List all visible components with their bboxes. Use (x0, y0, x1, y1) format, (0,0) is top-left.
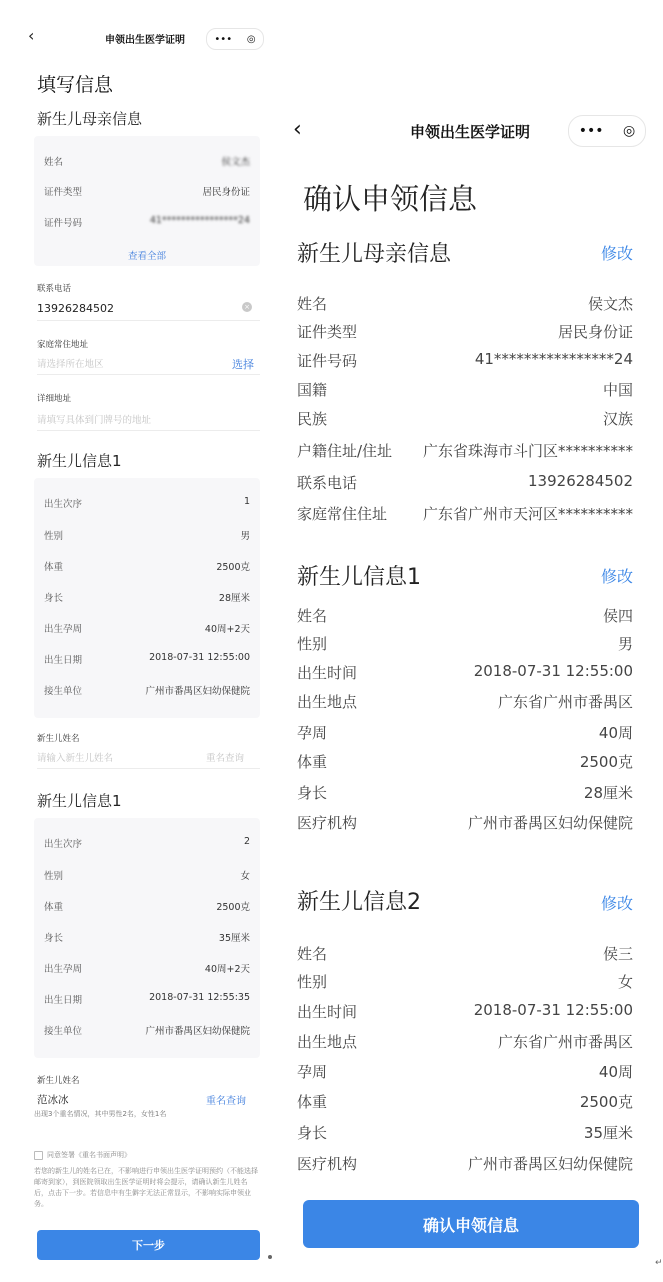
baby1-name-input[interactable]: 请输入新生儿姓名 (37, 753, 114, 764)
info-row: 姓名 侯文杰 (44, 157, 250, 168)
info-row: 医疗机构 广州市番禺区妇幼保健院 (297, 1155, 633, 1173)
target-icon[interactable]: ◎ (623, 123, 636, 139)
info-row: 联系电话 13926284502 (297, 472, 633, 492)
divider (37, 320, 260, 321)
info-row: 身长 28厘米 (297, 784, 633, 802)
info-row: 姓名 侯文杰 (297, 295, 633, 313)
info-row: 孕周 40周 (297, 724, 633, 742)
address-label: 家庭常住地址 (37, 340, 89, 350)
clear-icon[interactable]: × (242, 302, 252, 312)
info-row: 出生地点 广东省广州市番禺区 (297, 1033, 633, 1051)
baby2-name-input[interactable]: 范冰冰 (37, 1094, 69, 1106)
target-icon[interactable]: ◎ (246, 33, 256, 45)
mother-section-title: 新生儿母亲信息 (37, 110, 143, 128)
baby1-info-card (34, 478, 260, 718)
duplicate-name-hint: 出现3个重名情况，其中男性2名，女性1名 (34, 1110, 167, 1118)
info-row: 姓名 侯三 (297, 945, 633, 963)
mother-info-card (34, 136, 260, 266)
info-row: 证件号码 41****************24 (44, 215, 250, 229)
confirm-info-screen (285, 105, 655, 1270)
info-row: 姓名 侯四 (297, 607, 633, 625)
edit-baby2-link[interactable]: 修改 (600, 894, 633, 913)
info-row: 证件号码 41****************24 (297, 350, 633, 370)
divider (37, 430, 260, 431)
baby2-name-label: 新生儿姓名 (37, 1076, 80, 1086)
baby2-name-check-button[interactable]: 重名查询 (206, 1096, 246, 1107)
info-row: 性别 女 (44, 871, 250, 882)
mother-section-title: 新生儿母亲信息 (297, 242, 452, 267)
info-row: 身长 28厘米 (44, 593, 250, 604)
mini-program-capsule (568, 115, 646, 147)
phone-input[interactable]: 13926284502 (37, 302, 114, 315)
info-row: 接生单位 广州市番禺区妇幼保健院 (44, 1026, 250, 1037)
info-row: 出生日期 2018-07-31 12:55:35 (44, 992, 250, 1006)
mini-program-capsule (206, 28, 264, 50)
baby1-section-title: 新生儿信息1 (37, 452, 122, 470)
baby1-name-label: 新生儿姓名 (37, 734, 80, 744)
info-row: 出生孕周 40周+2天 (44, 964, 250, 975)
info-row: 接生单位 广州市番禺区妇幼保健院 (44, 686, 250, 697)
more-icon[interactable]: ••• (214, 33, 233, 45)
address-region-input[interactable]: 请选择所在地区 (37, 359, 104, 370)
divider (37, 374, 260, 375)
info-row: 家庭常住住址 广东省广州市天河区********** (297, 505, 633, 523)
fill-info-screen (20, 22, 270, 1267)
info-row: 证件类型 居民身份证 (297, 323, 633, 341)
info-row: 证件类型 居民身份证 (44, 187, 250, 198)
phone-label: 联系电话 (37, 284, 72, 294)
info-row: 性别 男 (297, 635, 633, 653)
nav-title: 申领出生医学证明 (105, 35, 185, 46)
info-row: 国籍 中国 (297, 381, 633, 399)
info-row: 出生次序 1 (44, 496, 250, 510)
nav-title: 申领出生医学证明 (409, 123, 530, 141)
info-row: 出生时间 2018-07-31 12:55:00 (297, 1001, 633, 1021)
info-row: 出生孕周 40周+2天 (44, 624, 250, 635)
return-mark-icon: ↵ (655, 1258, 663, 1268)
baby1-name-check-button[interactable]: 重名查询 (206, 753, 245, 764)
bullet-dot (268, 1255, 272, 1259)
view-all-link[interactable]: 查看全部 (127, 251, 166, 262)
info-row: 性别 女 (297, 973, 633, 991)
checkbox-icon[interactable] (34, 1151, 43, 1160)
info-row: 身长 35厘米 (297, 1124, 633, 1142)
notice-text: 若您的新生儿的姓名已在，不影响进行申领出生医学证明预约（不能选择邮寄到家），到医院领取出生医学证明时将会提示，请确认新生儿姓名后，点击下一步。若信息中有生僻字无法正常显示，不影响实际申领业务。 (34, 1167, 258, 1208)
edit-baby1-link[interactable]: 修改 (600, 567, 633, 586)
info-row: 医疗机构 广州市番禺区妇幼保健院 (297, 814, 633, 832)
next-button[interactable]: 下一步 (37, 1230, 260, 1260)
baby2-section-title: 新生儿信息2 (297, 890, 421, 915)
baby2-section-title: 新生儿信息1 (37, 792, 122, 810)
info-row: 体重 2500克 (297, 753, 633, 771)
agree-row[interactable] (34, 1150, 131, 1160)
divider (37, 768, 260, 769)
page-title: 确认申领信息 (303, 182, 478, 216)
detail-address-label: 详细地址 (37, 394, 72, 404)
detail-address-input[interactable]: 请填写具体到门牌号的地址 (37, 415, 152, 426)
confirm-button[interactable]: 确认申领信息 (303, 1200, 639, 1248)
info-row: 出生日期 2018-07-31 12:55:00 (44, 652, 250, 666)
info-row: 民族 汉族 (297, 410, 633, 428)
agree-text[interactable]: 同意签署《重名书面声明》 (47, 1151, 131, 1159)
info-row: 体重 2500克 (297, 1093, 633, 1111)
info-row: 体重 2500克 (44, 902, 250, 913)
info-row: 身长 35厘米 (44, 933, 250, 944)
back-icon[interactable]: ‹ (28, 26, 35, 45)
address-select-button[interactable]: 选择 (232, 358, 254, 371)
back-icon[interactable]: ‹ (293, 117, 302, 142)
info-row: 性别 男 (44, 531, 250, 542)
more-icon[interactable]: ••• (578, 123, 604, 139)
info-row: 出生时间 2018-07-31 12:55:00 (297, 662, 633, 682)
baby2-info-card (34, 818, 260, 1058)
page-title: 填写信息 (37, 74, 114, 96)
edit-mother-link[interactable]: 修改 (600, 244, 633, 263)
info-row: 体重 2500克 (44, 562, 250, 573)
info-row: 孕周 40周 (297, 1063, 633, 1081)
baby1-section-title: 新生儿信息1 (297, 565, 421, 590)
info-row: 户籍住址/住址 广东省珠海市斗门区********** (297, 442, 633, 460)
info-row: 出生地点 广东省广州市番禺区 (297, 693, 633, 711)
info-row: 出生次序 2 (44, 836, 250, 850)
